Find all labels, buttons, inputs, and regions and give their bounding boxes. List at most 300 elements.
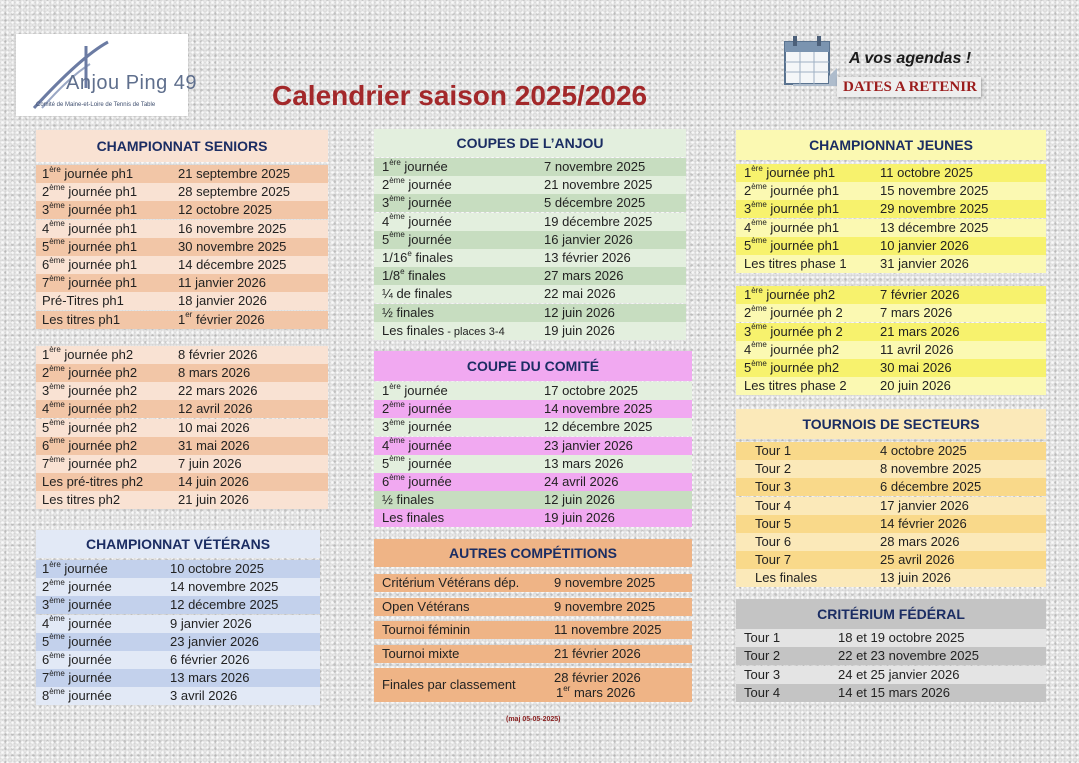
calendar-row — [36, 238, 328, 256]
ordinal-suffix: ème — [49, 614, 65, 624]
date-text: février 2026 — [192, 311, 265, 327]
event-label — [42, 669, 112, 687]
date-text: 22 mars 2026 — [178, 383, 258, 399]
calendar-row — [36, 183, 328, 201]
event-number: 4 — [744, 341, 752, 357]
event-label — [42, 437, 137, 455]
event-name: journée — [64, 633, 112, 649]
event-number: 1 — [744, 287, 752, 303]
event-name: journée — [404, 455, 452, 471]
event-label — [42, 256, 137, 274]
date-text: 9 janvier 2026 — [170, 615, 252, 631]
date-text: 7 mars 2026 — [880, 305, 953, 321]
event-name: finales — [404, 268, 446, 284]
event-number: 2 — [382, 177, 390, 193]
ordinal-suffix: ème — [751, 181, 767, 191]
event-date — [544, 437, 633, 455]
event-date — [178, 183, 290, 201]
event-name: Tour 3 — [755, 479, 792, 495]
event-date — [178, 364, 250, 382]
date-text: 21 février 2026 — [554, 645, 641, 661]
date-text: 14 décembre 2025 — [178, 257, 287, 272]
event-label — [42, 596, 112, 614]
event-name: journée — [64, 652, 112, 667]
event-name: journée — [400, 383, 448, 398]
event-number: 2 — [42, 365, 50, 380]
event-name: journée ph2 — [766, 341, 840, 357]
ordinal-suffix: ère — [389, 381, 401, 391]
event-label — [744, 286, 835, 304]
calendar-row — [374, 668, 692, 702]
event-name: Les titres ph1 — [42, 311, 121, 327]
event-name: journée ph2 — [64, 437, 138, 453]
event-name: journée — [404, 419, 452, 435]
event-name: Tour 2 — [744, 648, 781, 664]
page-title: Calendrier saison 2025/2026 — [272, 80, 648, 111]
date-text: 10 octobre 2025 — [170, 561, 264, 576]
calendar-row — [374, 418, 692, 436]
date-text: 14 novembre 2025 — [170, 579, 279, 595]
event-label — [42, 651, 112, 669]
calendar-row — [736, 359, 1046, 377]
autres-competitions-section — [374, 539, 692, 705]
event-number: 1/16 — [382, 250, 408, 265]
date-text: 28 septembre 2025 — [178, 184, 291, 200]
event-date — [544, 322, 615, 340]
calendar-row — [736, 442, 1046, 460]
event-name: journée ph 2 — [766, 323, 843, 339]
ordinal-suffix: e — [407, 248, 412, 258]
ordinal-suffix: ème — [49, 363, 65, 373]
event-detail: - places 3-4 — [444, 325, 505, 338]
event-label — [42, 473, 143, 491]
event-name: Open Vétérans — [382, 598, 470, 614]
event-name: journée ph2 — [64, 419, 138, 435]
calendar-row — [374, 645, 692, 663]
ordinal-suffix: ème — [49, 454, 65, 464]
ordinal-suffix: ème — [751, 200, 767, 210]
section-title: AUTRES COMPÉTITIONS — [374, 539, 692, 567]
event-label — [744, 200, 839, 218]
event-label — [755, 515, 791, 533]
calendar-row — [36, 473, 328, 491]
event-label — [42, 560, 108, 578]
calendar-icon — [781, 32, 839, 90]
event-name: journée — [64, 670, 112, 686]
event-label — [382, 400, 452, 418]
event-label — [744, 629, 780, 647]
date-text: 11 janvier 2026 — [178, 275, 266, 291]
event-name: journée ph2 — [64, 365, 138, 380]
event-date — [544, 304, 615, 322]
event-number: 4 — [744, 219, 752, 235]
event-label — [382, 509, 444, 527]
calendar-row — [374, 382, 692, 400]
date-text: 19 juin 2026 — [544, 510, 615, 526]
ordinal-suffix: ème — [389, 194, 405, 204]
ordinal-suffix: ère — [751, 163, 763, 173]
date-text: 23 janvier 2026 — [170, 633, 259, 649]
calendar-row — [736, 684, 1046, 702]
date-text: 12 décembre 2025 — [170, 597, 279, 613]
calendar-row — [374, 509, 692, 527]
ordinal-suffix: ère — [751, 285, 763, 295]
ordinal-suffix: ème — [389, 418, 405, 428]
event-date — [544, 382, 638, 400]
date-text: 21 novembre 2025 — [544, 177, 653, 193]
event-name: journée ph2 — [64, 383, 138, 399]
calendar-row — [36, 382, 328, 400]
event-number: 4 — [42, 401, 50, 417]
date-text: 13 mars 2026 — [544, 455, 624, 471]
event-number: 2 — [744, 305, 752, 321]
date-text: 9 novembre 2025 — [554, 598, 656, 614]
ordinal-suffix: ème — [49, 632, 65, 642]
event-date — [880, 551, 954, 569]
event-date — [170, 633, 259, 651]
coupe-comite-section — [374, 351, 692, 529]
event-number: 6 — [382, 474, 390, 489]
calendar-row — [736, 164, 1046, 182]
event-date — [178, 220, 286, 238]
event-number: 3 — [744, 201, 752, 217]
event-number: 3 — [42, 202, 50, 218]
event-date — [178, 455, 242, 473]
event-name: journée — [404, 213, 452, 229]
section-title: CHAMPIONNAT SENIORS — [36, 130, 328, 162]
calendar-row — [36, 455, 328, 473]
section-title: COUPES DE L’ANJOU — [374, 129, 686, 157]
event-date — [544, 249, 631, 267]
event-date — [880, 442, 967, 460]
calendar-row — [36, 615, 320, 633]
calendar-row — [374, 231, 686, 249]
ordinal-suffix: ème — [49, 201, 65, 211]
event-label — [382, 574, 519, 592]
date-text: 21 juin 2026 — [178, 492, 249, 508]
ordinal-suffix: er — [563, 684, 571, 694]
ordinal-suffix: ème — [49, 650, 65, 660]
calendar-row — [36, 220, 328, 238]
ordinal-suffix: ère — [49, 345, 61, 355]
event-name: journée ph1 — [64, 257, 138, 272]
event-date — [170, 687, 237, 705]
event-date — [880, 359, 952, 377]
event-date — [554, 670, 641, 700]
calendar-row — [374, 491, 692, 509]
championnat-veterans-section — [36, 530, 320, 706]
event-date — [554, 574, 655, 592]
calendar-row — [36, 256, 328, 274]
calendar-row — [36, 669, 320, 687]
calendar-row — [736, 666, 1046, 684]
event-date — [880, 323, 960, 341]
date-text: 7 février 2026 — [880, 287, 960, 303]
event-label — [42, 292, 124, 310]
date-text: 13 juin 2026 — [880, 570, 951, 586]
event-number: 2 — [744, 183, 752, 199]
championnat-jeunes-section — [736, 130, 1046, 400]
date-text: 16 janvier 2026 — [544, 231, 633, 247]
event-date — [544, 158, 645, 176]
agenda-banner — [781, 28, 983, 98]
event-name: Les titres phase 1 — [744, 256, 847, 271]
date-text: 14 février 2026 — [880, 515, 967, 531]
event-label — [42, 165, 133, 183]
event-number: 6 — [42, 437, 50, 453]
date-text: 7 juin 2026 — [178, 456, 242, 471]
event-date — [178, 256, 286, 274]
event-name: Tour 3 — [744, 666, 781, 682]
event-date — [178, 400, 252, 418]
section-title: CHAMPIONNAT JEUNES — [736, 130, 1046, 160]
event-label — [755, 569, 817, 587]
date-text: 24 et 25 janvier 2026 — [838, 666, 960, 682]
event-number: 1 — [42, 346, 50, 362]
ordinal-suffix: ème — [49, 255, 65, 265]
event-number: 3 — [382, 419, 390, 435]
event-number: 3 — [42, 597, 50, 613]
event-date — [544, 176, 652, 194]
event-label — [755, 442, 791, 460]
date-text: 8 novembre 2025 — [880, 461, 982, 477]
calendar-row — [374, 455, 692, 473]
date-text: 17 octobre 2025 — [544, 383, 638, 398]
event-label — [42, 615, 112, 633]
event-date — [544, 509, 615, 527]
date-text: 13 mars 2026 — [170, 670, 250, 686]
date-text: 14 juin 2026 — [178, 474, 249, 490]
calendar-row — [36, 165, 328, 183]
ordinal-suffix: ème — [751, 340, 767, 350]
event-number: 6 — [42, 257, 50, 272]
event-date — [554, 621, 661, 639]
event-label — [382, 645, 459, 663]
event-label — [744, 323, 843, 341]
ordinal-suffix: ème — [49, 436, 65, 446]
event-number: 5 — [744, 360, 752, 375]
event-label — [382, 437, 452, 455]
calendar-row — [736, 182, 1046, 200]
date-text: 10 janvier 2026 — [880, 237, 969, 253]
event-number: 6 — [42, 652, 50, 667]
event-name: Les titres ph2 — [42, 492, 121, 508]
event-date — [170, 651, 250, 669]
event-date — [178, 437, 250, 455]
calendar-row — [374, 285, 686, 303]
event-date — [880, 377, 951, 395]
coupes-anjou-section — [374, 129, 686, 342]
section-title: COUPE DU COMITÉ — [374, 351, 692, 381]
event-date — [170, 560, 264, 578]
date-text: 11 octobre 2025 — [880, 165, 973, 180]
event-date — [880, 255, 969, 273]
event-label — [42, 183, 137, 201]
event-number: 5 — [744, 237, 752, 253]
event-date — [178, 473, 249, 491]
event-name: Critérium Vétérans dép. — [382, 575, 520, 590]
calendar-row — [736, 533, 1046, 551]
event-date — [880, 182, 988, 200]
calendar-row — [374, 194, 686, 212]
event-label — [744, 377, 847, 395]
event-label — [382, 598, 469, 616]
event-date — [170, 578, 278, 596]
event-label — [744, 182, 839, 200]
event-date — [544, 400, 652, 418]
calendar-row — [374, 400, 692, 418]
event-name: Les titres phase 2 — [744, 378, 847, 394]
calendar-row — [374, 621, 692, 639]
event-date — [838, 666, 959, 684]
calendar-row — [36, 437, 328, 455]
event-date — [178, 419, 250, 437]
ordinal-suffix: ème — [389, 212, 405, 222]
date-text: 7 novembre 2025 — [544, 159, 646, 174]
event-date — [178, 382, 258, 400]
calendar-row — [736, 341, 1046, 359]
event-label — [744, 647, 780, 665]
event-name: journée ph1 — [766, 237, 840, 253]
ordinal-suffix: ème — [389, 175, 405, 185]
date-text: 12 octobre 2025 — [178, 202, 272, 218]
section-title: CHAMPIONNAT VÉTÉRANS — [36, 530, 320, 558]
event-date — [544, 455, 624, 473]
event-name: journée — [60, 561, 108, 576]
event-date — [880, 200, 988, 218]
date-text: 10 mai 2026 — [178, 419, 250, 435]
event-date — [178, 346, 258, 364]
ordinal-suffix: ème — [49, 577, 65, 587]
ordinal-suffix: ème — [49, 182, 65, 192]
event-label — [382, 249, 453, 267]
event-name: Tour 5 — [755, 515, 792, 531]
event-label — [42, 238, 137, 256]
event-label — [382, 473, 452, 491]
championnat-seniors-section — [36, 130, 328, 508]
ordinal-suffix: ème — [49, 668, 65, 678]
calendar-row — [374, 574, 692, 592]
event-date — [178, 201, 272, 219]
date-text: 13 février 2026 — [544, 250, 631, 265]
calendar-row — [374, 437, 692, 455]
event-number: 4 — [382, 213, 390, 229]
event-name: Finales par classement — [382, 677, 516, 693]
calendar-row — [736, 497, 1046, 515]
calendar-row — [736, 219, 1046, 237]
date-text: mars 2026 — [570, 685, 636, 701]
event-date — [170, 615, 252, 633]
section-title: CRITÉRIUM FÉDÉRAL — [736, 599, 1046, 629]
event-name: journée ph2 — [762, 287, 836, 303]
event-name: Tour 4 — [755, 497, 792, 513]
event-number: 8 — [42, 688, 50, 704]
event-date — [554, 598, 655, 616]
ordinal-suffix: er — [185, 310, 193, 320]
ordinal-suffix: ème — [389, 472, 405, 482]
event-date — [544, 418, 652, 436]
event-name: journée — [64, 597, 112, 613]
event-date — [880, 460, 981, 478]
event-name: journée — [64, 579, 112, 595]
event-date — [880, 497, 969, 515]
update-note: (maj 05-05-2025) — [506, 716, 561, 723]
event-name: journée — [404, 195, 452, 211]
event-name: journée — [400, 159, 448, 174]
calendar-row — [374, 598, 692, 616]
event-name: journée — [404, 231, 452, 247]
event-label — [382, 621, 470, 639]
event-name: journée ph2 — [60, 346, 134, 362]
event-number: 2 — [42, 184, 50, 200]
event-name: Tour 1 — [744, 630, 781, 645]
calendar-row — [374, 213, 686, 231]
ordinal-suffix: ème — [389, 454, 405, 464]
event-number: 4 — [42, 615, 50, 631]
event-label — [382, 285, 452, 303]
date-text: 19 décembre 2025 — [544, 213, 653, 229]
ordinal-suffix: ème — [49, 219, 65, 229]
calendar-row — [736, 551, 1046, 569]
event-label — [382, 304, 434, 322]
event-label — [755, 551, 791, 569]
event-label — [744, 237, 839, 255]
event-name: Les finales — [382, 510, 445, 526]
date-text: 30 novembre 2025 — [178, 238, 287, 254]
event-number: 1 — [382, 383, 390, 398]
calendar-row — [36, 560, 320, 578]
event-date — [544, 491, 615, 509]
calendar-row — [36, 364, 328, 382]
event-number: 3 — [382, 195, 390, 211]
event-number: 2 — [42, 579, 50, 595]
ordinal-suffix: ère — [49, 164, 61, 174]
calendar-row — [736, 286, 1046, 304]
calendar-row — [36, 651, 320, 669]
event-name: journée ph1 — [766, 183, 840, 199]
event-name: Tournoi féminin — [382, 622, 471, 638]
date-text: 11 novembre 2025 — [554, 622, 662, 638]
date-text: 3 avril 2026 — [170, 688, 238, 704]
event-label — [744, 164, 835, 182]
event-name: journée ph2 — [64, 401, 138, 417]
event-number: 1/8 — [382, 268, 401, 284]
section-title: TOURNOIS DE SECTEURS — [736, 409, 1046, 439]
event-number: 4 — [382, 437, 390, 453]
calendar-row — [736, 647, 1046, 665]
event-number: 1 — [42, 166, 50, 181]
calendar-row — [374, 267, 686, 285]
date-text: 14 et 15 mars 2026 — [838, 685, 951, 701]
calendar-row — [36, 491, 328, 509]
ordinal-suffix: ère — [389, 157, 401, 167]
event-label — [744, 304, 843, 322]
event-label — [744, 341, 839, 359]
calendar-row — [36, 578, 320, 596]
event-number: 1 — [382, 159, 390, 174]
event-name: journée — [404, 177, 452, 193]
ordinal-suffix: ème — [751, 358, 767, 368]
event-number: 1 — [42, 561, 50, 576]
calendar-row — [736, 255, 1046, 273]
date-text: 19 juin 2026 — [544, 322, 615, 338]
ordinal-suffix: ème — [49, 381, 65, 391]
event-number: 3 — [744, 323, 752, 339]
ordinal-suffix: ème — [49, 687, 65, 697]
event-label — [382, 382, 448, 400]
date-text: 12 juin 2026 — [544, 304, 615, 320]
event-number: 2 — [382, 401, 390, 417]
